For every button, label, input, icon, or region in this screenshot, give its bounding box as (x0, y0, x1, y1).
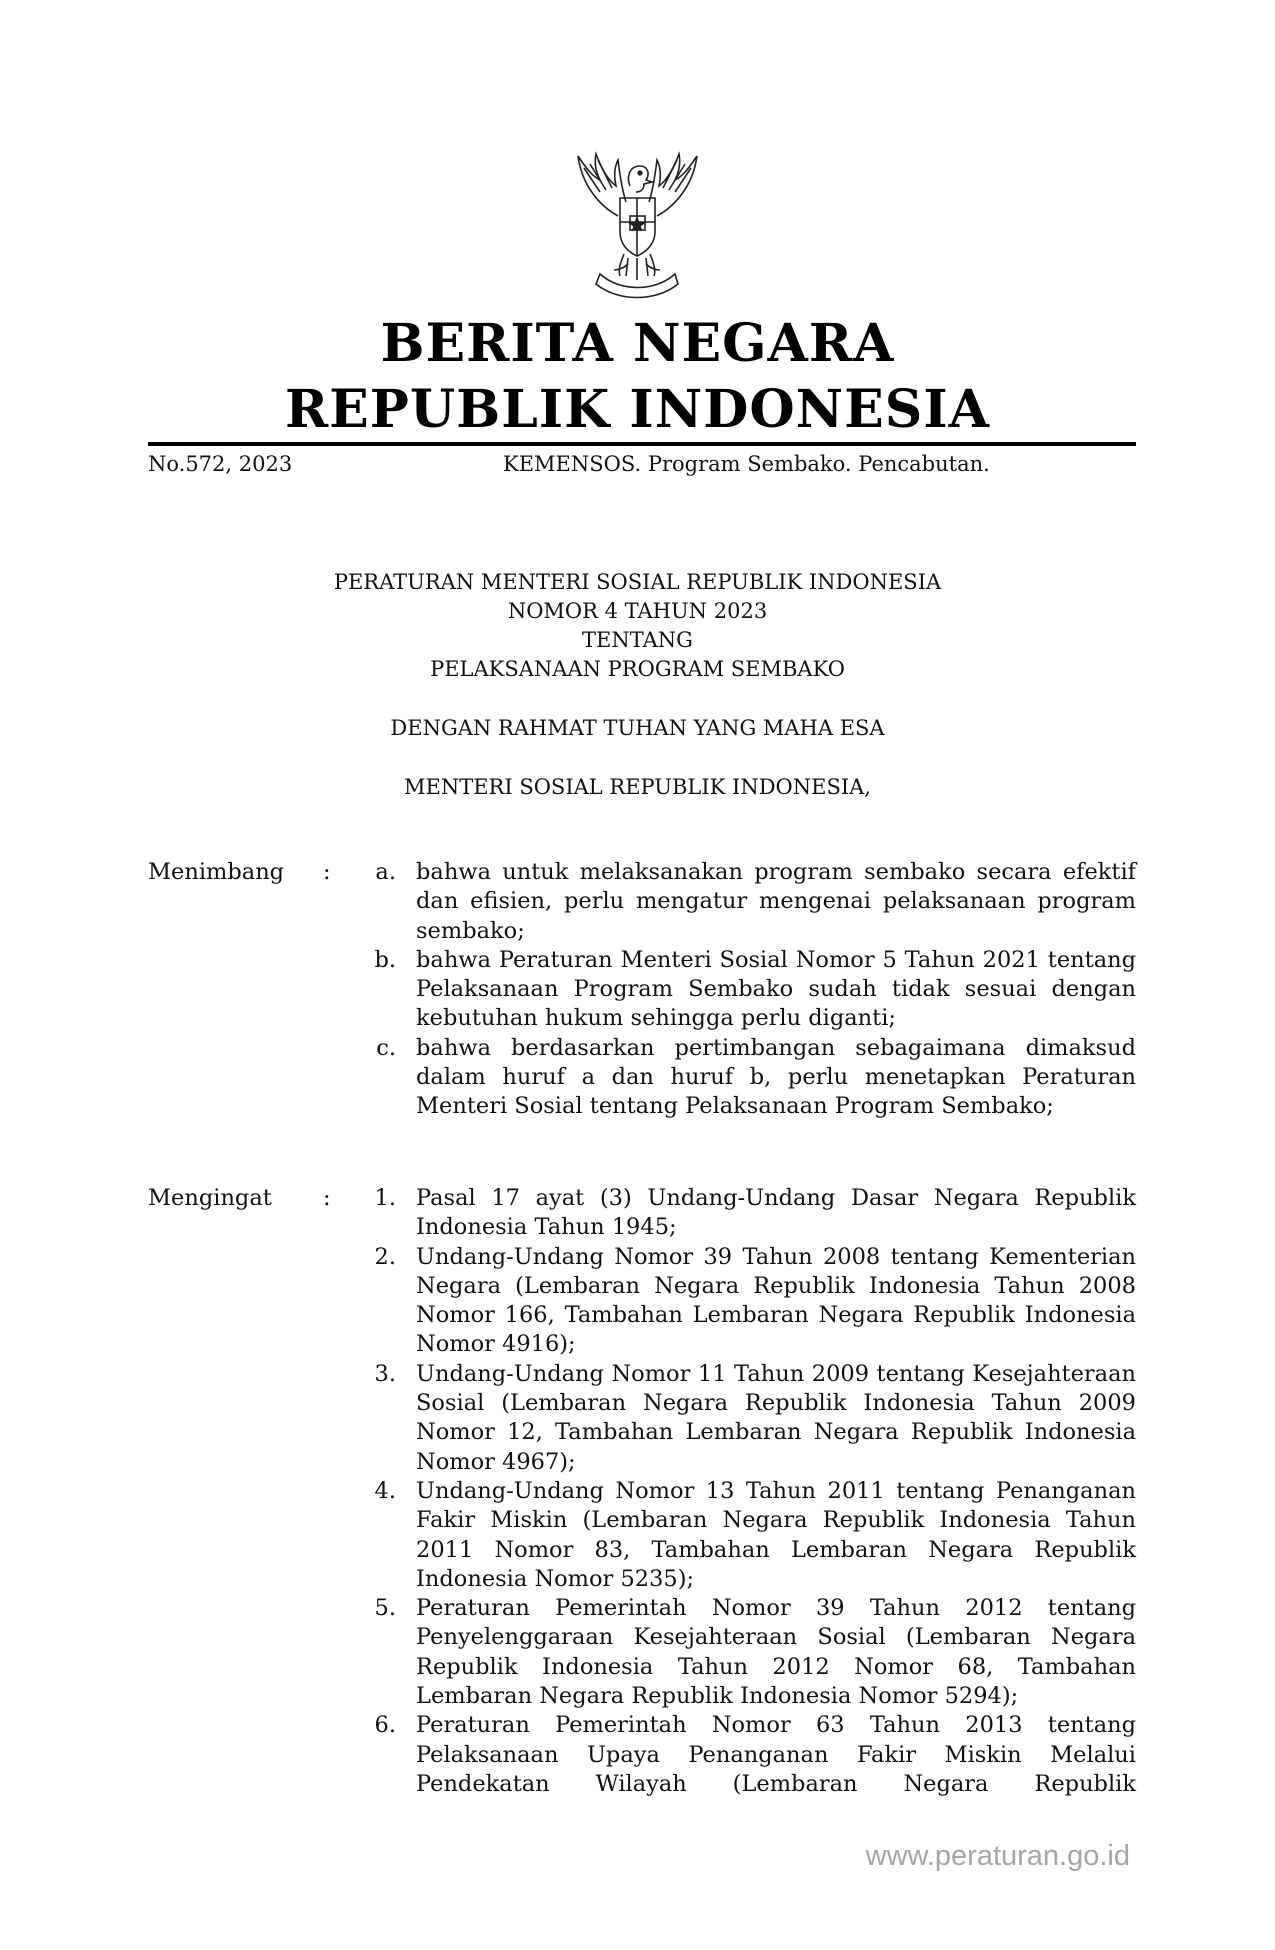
list-item (148, 1184, 1136, 1243)
masthead-title: BERITA NEGARA (380, 313, 895, 374)
footer-website-link[interactable]: www.peraturan.go.id (865, 1840, 1130, 1872)
item-text: Pasal 17 ayat (3) Undang-Undang Dasar Negara Republik Indonesia Tahun 1945; (416, 1185, 1136, 1241)
item-marker: 4. (374, 1477, 396, 1504)
item-marker: 5. (374, 1595, 396, 1622)
item-marker: 6. (374, 1712, 396, 1739)
garuda-emblem-icon (560, 146, 715, 306)
mengingat-section (148, 1184, 1136, 1799)
authority-line: MENTERI SOSIAL REPUBLIK INDONESIA, (404, 775, 871, 799)
section-colon: : (323, 1185, 331, 1211)
item-text: Undang-Undang Nomor 11 Tahun 2009 tentang Kesejahteraan Sosial (Lembaran Negara Republik Indonesia Tahun 2009 Nomor 12, Tambahan Lembaran Negara Republik Indonesia Nomor 4967); (416, 1360, 1136, 1475)
regulation-subject: PELAKSANAAN PROGRAM SEMBAKO (430, 657, 845, 681)
gazette-number: No.572, 2023 (148, 452, 293, 476)
item-text: Peraturan Pemerintah Nomor 63 Tahun 2013 tentang Pelaksanaan Upaya Penanganan Fakir Miskin Melalui Pendekatan Wilayah (Lembaran Negara Republik (416, 1712, 1136, 1797)
item-text: Peraturan Pemerintah Nomor 39 Tahun 2012 tentang Penyelenggaraan Kesejahteraan Sosial (Lembaran Negara Republik Indonesia Tahun 2012 Nomor 68, Tambahan Lembaran Negara Republik Indonesia Nomor 5294); (416, 1595, 1136, 1710)
section-colon: : (323, 859, 331, 885)
item-marker: 2. (374, 1243, 396, 1270)
item-marker: b. (374, 946, 396, 973)
masthead-divider (148, 442, 1136, 446)
regulation-title: PERATURAN MENTERI SOSIAL REPUBLIK INDONESIA (333, 570, 942, 594)
regulation-number: NOMOR 4 TAHUN 2023 (507, 599, 768, 623)
blessing-line: DENGAN RAHMAT TUHAN YANG MAHA ESA (390, 716, 885, 740)
list-item (148, 1477, 1136, 1594)
item-marker: c. (376, 1034, 396, 1061)
item-marker: 1. (374, 1185, 396, 1211)
list-item (148, 1360, 1136, 1477)
list-item (148, 1711, 1136, 1799)
item-text: Undang-Undang Nomor 13 Tahun 2011 tentang Penanganan Fakir Miskin (Lembaran Negara Republik Indonesia Tahun 2011 Nomor 83, Tambahan Lembaran Negara Republik Indonesia Nomor 5235); (416, 1477, 1136, 1592)
list-item (148, 1594, 1136, 1711)
section-label: Mengingat (148, 1185, 272, 1211)
list-item (148, 858, 1136, 946)
item-text: bahwa Peraturan Menteri Sosial Nomor 5 Tahun 2021 tentang Pelaksanaan Program Sembako sudah tidak sesuai dengan kebutuhan hukum sehingga perlu diganti; (416, 946, 1136, 1032)
list-item (148, 946, 1136, 1034)
masthead-subtitle: REPUBLIK INDONESIA (284, 379, 991, 440)
item-text: bahwa untuk melaksanakan program sembako secara efektif dan efisien, perlu mengatur mengenai pelaksanaan program sembako; (416, 859, 1136, 944)
item-marker: a. (375, 859, 396, 885)
list-item (148, 1034, 1136, 1122)
item-text: bahwa berdasarkan pertimbangan sebagaimana dimaksud dalam huruf a dan huruf b, perlu menetapkan Peraturan Menteri Sosial tentang Pelaksanaan Program Sembako; (416, 1034, 1136, 1120)
item-text: Undang-Undang Nomor 39 Tahun 2008 tentang Kementerian Negara (Lembaran Negara Republik Indonesia Tahun 2008 Nomor 166, Tambahan Lembaran Negara Republik Indonesia Nomor 4916); (416, 1243, 1136, 1358)
item-marker: 3. (374, 1360, 396, 1387)
gazette-subject: KEMENSOS. Program Sembako. Pencabutan. (503, 452, 990, 476)
section-label: Menimbang (148, 859, 285, 885)
menimbang-section (148, 858, 1136, 1122)
regulation-tentang: TENTANG (582, 628, 693, 652)
list-item (148, 1243, 1136, 1360)
